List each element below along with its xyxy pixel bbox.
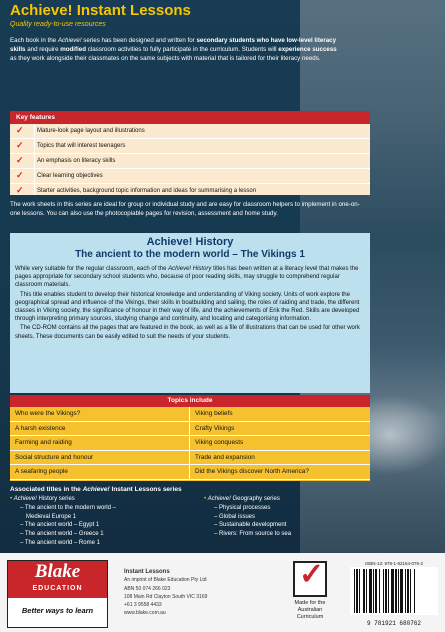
associated-titles-heading: Associated titles in the Achieve! Instant Lessons series <box>10 486 182 493</box>
topics-box <box>10 395 370 481</box>
topic-item: Viking conquests <box>190 436 370 451</box>
logo-name: Blake <box>34 561 81 582</box>
key-feature-row: ✓ Mature-look page layout and illustrations <box>10 124 370 139</box>
worksheets-paragraph: The work sheets in this series are ideal for group or individual study and are easy for classroom helpers to implement in one-on-one lessons. You can also use the photocopiable pages for revision, assessment and home study. <box>10 201 360 217</box>
key-features-heading: Key features <box>10 111 370 124</box>
topics-right-column <box>190 407 370 480</box>
topic-item: Crafty Vikings <box>190 422 370 437</box>
topic-item: Did the Vikings discover North America? <box>190 465 370 480</box>
history-para-1: While very suitable for the regular classroom, each of the Achieve! History titles has been written at a literacy level that makes the pages appropriate for secondary school students who, because of poor reading skills, may struggle to comprehend regular classroom materials. <box>15 266 359 289</box>
series-item: Medieval Europe 1 <box>26 513 77 520</box>
check-icon: ✓ <box>16 140 24 150</box>
bullet-icon: • <box>10 496 13 502</box>
series-item: – Physical processes <box>214 504 271 511</box>
publisher-line: 108 Main Rd Clayton South VIC 3169 <box>124 593 208 600</box>
blake-education-logo <box>7 560 108 628</box>
footer <box>0 553 445 632</box>
series-item: – The ancient world – Greece 1 <box>20 531 104 538</box>
barcode-block <box>350 561 438 627</box>
history-para-3: The CD-ROM contains all the pages that are featured in the book, as well as a file of illustrations that can be used for other work sheets. These documents can be easily edited to suit the needs of your students. <box>15 325 360 340</box>
topic-item: A seafaring people <box>10 465 190 480</box>
publisher-info <box>124 568 207 618</box>
australian-curriculum-badge <box>284 558 336 625</box>
check-icon: ✓ <box>16 185 24 195</box>
series-title: Achieve! Instant Lessons <box>10 2 191 19</box>
history-series-list <box>10 495 116 548</box>
check-icon: ✓ <box>16 170 24 180</box>
publisher-website: www.blake.com.au <box>124 610 166 617</box>
isbn-label: ISBN-13: 978-1-92164-076-2 <box>364 561 424 566</box>
topic-item: Viking beliefs <box>190 407 370 422</box>
logo-sub: EDUCATION <box>32 585 83 592</box>
series-tagline: Quality ready-to-use resources <box>10 21 106 28</box>
history-series-heading: • Achieve! History series <box>10 496 75 502</box>
key-feature-row: ✓ An emphasis on literacy skills <box>10 154 370 169</box>
topic-item: Farming and raiding <box>10 436 190 451</box>
history-subtitle: The ancient to the modern world – The Vikings 1 <box>75 249 305 260</box>
check-icon: ✓ <box>16 155 24 165</box>
publisher-heading: Instant Lessons <box>124 569 170 575</box>
history-box <box>10 233 370 393</box>
barcode-icon <box>350 567 438 615</box>
series-item: – Sustainable development <box>214 522 287 529</box>
history-title: Achieve! History <box>146 236 234 248</box>
topic-item: A harsh existence <box>10 422 190 437</box>
key-feature-row: ✓ Starter activities, background topic information and ideas for summarising a lesson <box>16 185 257 195</box>
topic-item: Who were the Vikings? <box>10 407 190 422</box>
geography-series-list <box>204 495 291 539</box>
geography-series-heading: • Achieve! Geography series <box>204 496 280 502</box>
topics-heading: Topics include <box>10 395 370 407</box>
intro-paragraph: Each book in the Achieve! series has been designed and written for secondary students who have low-level literacy skills and require modified classroom activities to fully participate in the curriculum. Students will experience success as they work alongside their classmates on the same subjects with material that is tailored for their literacy needs. <box>10 37 337 62</box>
publisher-line: An imprint of Blake Education Pty Ltd <box>124 577 207 584</box>
checkmark-icon: ✓ <box>293 561 327 597</box>
bullet-icon: • <box>204 496 207 502</box>
publisher-line: ABN 50 074 266 023 <box>124 585 171 592</box>
series-item: – The ancient world – Rome 1 <box>20 539 100 546</box>
topic-item: Trade and expansion <box>190 451 370 466</box>
publisher-line: +61 3 9558 4433 <box>124 602 162 609</box>
key-feature-row: ✓ Clear learning objectives <box>10 169 370 184</box>
badge-text: Made for the Australian Curriculum <box>294 600 326 620</box>
series-item: – The ancient world – Egypt 1 <box>20 522 100 529</box>
history-body <box>15 265 365 341</box>
key-features-box <box>10 111 370 195</box>
isbn-number: 9 781921 680762 <box>366 620 421 627</box>
series-item: – The ancient to the modern world – <box>20 504 116 511</box>
series-item: – Global issues <box>214 513 256 520</box>
history-para-2: This title enables student to develop their historical knowledge and understanding of Viking society. Units of work explore the geographical spread and influence of the Vikings, their skills in boatbuilding and sailing, the roles of raiding and trade, the different classes in Viking society, the significance of honour in their way of life, and the achievements of Erik the Red. Skills are developed through interpreting primary sources, studying change and continuity, and locating and categorising information. <box>15 291 360 323</box>
check-icon: ✓ <box>16 125 24 135</box>
key-feature-row: ✓ Topics that will interest teenagers <box>10 139 370 154</box>
topic-item: Social structure and honour <box>10 451 190 466</box>
logo-tagline: Better ways to learn <box>21 606 94 615</box>
series-item: – Rivers: From source to sea <box>214 531 292 538</box>
topics-left-column <box>10 407 190 480</box>
